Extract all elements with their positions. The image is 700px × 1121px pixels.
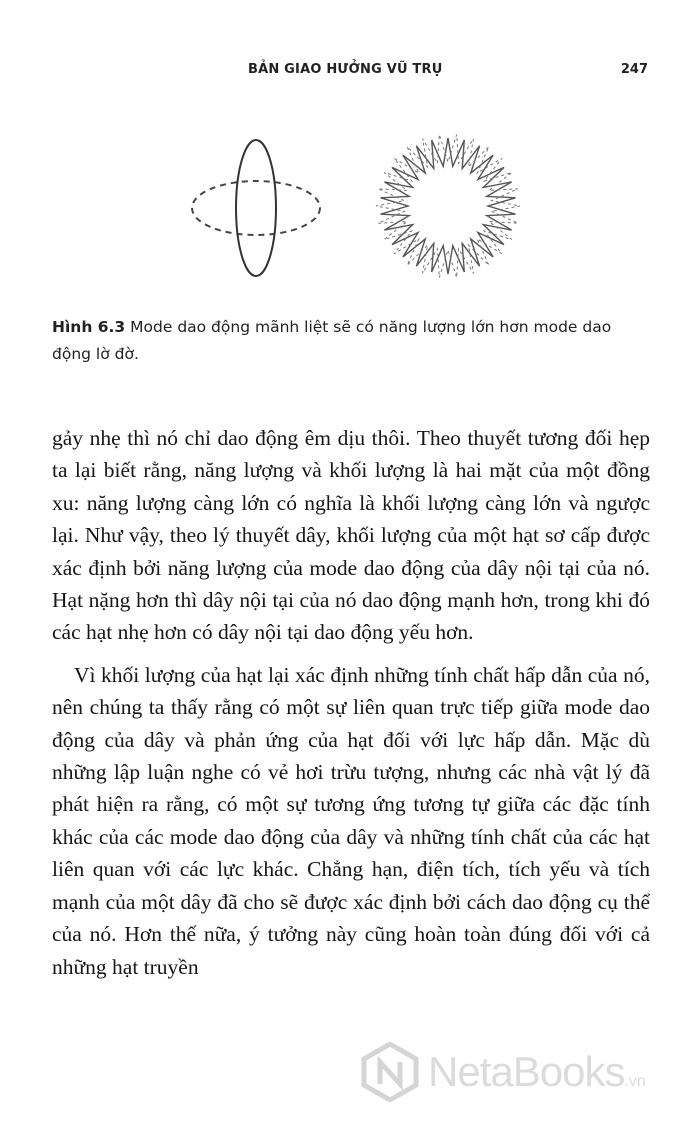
watermark-brand-name: NetaBooks (428, 1048, 625, 1095)
netabooks-logo-icon (360, 1042, 420, 1102)
paragraph-2: Vì khối lượng của hạt lại xác định những tính chất hấp dẫn của nó, nên chúng ta thấy rằng có một sự liên quan trực tiếp giữa mode dao động của dây và phản ứng của hạt đối với lực hấp dẫn. Mặc dù những lập luận nghe có vẻ hơi trừu tượng, nhưng các nhà vật lý đã phát hiện ra rằng, có một sự tương ứng tương tự giữa các đặc tính khác của các mode dao động của dây và những tính chất của các hạt liên quan với các lực khác. Chẳng hạn, điện tích, tích yếu và tích mạnh của một dây đã cho sẽ được xác định bởi cách dao động cụ thể của nó. Hơn thế nữa, ý tưởng này cũng hoàn toàn đúng đối với cả những hạt truyền (52, 662, 650, 979)
figure-6-3 (180, 128, 540, 288)
figure-caption-text: Mode dao động mãnh liệt sẽ có năng lượng lớn hơn mode dao động lờ đờ. (52, 318, 612, 363)
watermark-suffix: .vn (624, 1073, 646, 1090)
watermark-brand (428, 1048, 646, 1096)
figure-illustration (180, 128, 540, 288)
body-text (52, 422, 650, 983)
page-number: 247 (620, 62, 648, 77)
figure-label: Hình 6.3 (52, 318, 126, 336)
running-header (0, 62, 700, 84)
sluggish-mode-drawing (192, 140, 320, 276)
publisher-watermark (360, 1040, 680, 1104)
frantic-mode-drawing (376, 135, 520, 278)
figure-caption (52, 314, 652, 368)
paragraph-1: gảy nhẹ thì nó chỉ dao động êm dịu thôi. Theo thuyết tương đối hẹp ta lại biết rằng, năng lượng và khối lượng là hai mặt của một đồng xu: năng lượng càng lớn có nghĩa là khối lượng càng lớn và ngược lại. Như vậy, theo lý thuyết dây, khối lượng của một hạt sơ cấp được xác định bởi năng lượng của mode dao động của dây nội tại của nó. Hạt nặng hơn thì dây nội tại của nó dao động mạnh hơn, trong khi đó các hạt nhẹ hơn có dây nội tại dao động yếu hơn. (52, 426, 650, 645)
running-title: BẢN GIAO HƯỞNG VŨ TRỤ (248, 62, 443, 77)
